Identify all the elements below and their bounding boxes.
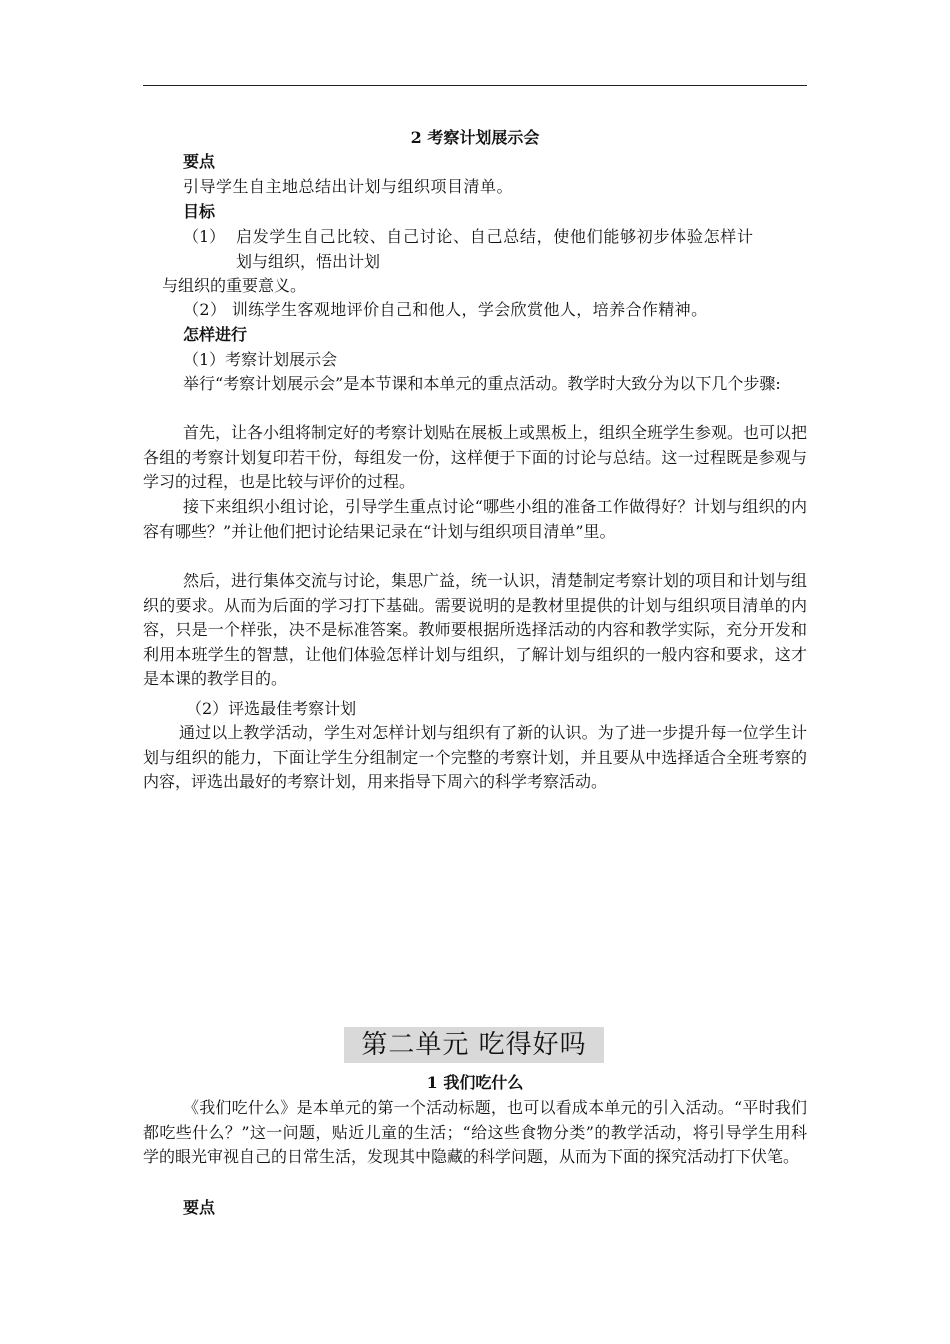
- goal1-line2: 划与组织，悟出计划: [236, 252, 381, 271]
- section-title: 2 考察计划展示会: [410, 128, 540, 147]
- heading-mubiao: 目标: [183, 202, 216, 221]
- heading-yaodian: 要点: [183, 152, 216, 171]
- goal1-line3: 与组织的重要意义。: [162, 276, 307, 295]
- goal1-line1: 启发学生自己比较、自己讨论、自己总结，使他们能够初步体验怎样计: [236, 227, 754, 246]
- paragraph-3: 接下来组织小组讨论，引导学生重点讨论“哪些小组的准备工作做得好？计划与组织的内容有哪些？”并让他们把讨论结果记录在“计划与组织项目清单”里。: [143, 497, 807, 541]
- goal2: （2） 训练学生客观地评价自己和他人，学会欣赏他人，培养合作精神。: [183, 300, 708, 319]
- unit-paragraph-1: 《我们吃什么》是本单元的第一个活动标题，也可以看成本单元的引入活动。“平时我们都吃些什么？”这一问题，贴近儿童的生活；“给这些食物分类”的教学活动，将引导学生用科学的眼光审视自己的日常生活，发现其中隐藏的科学问题，从而为下面的探究活动打下伏笔。: [143, 1098, 807, 1166]
- paragraph-1: 举行“考察计划展示会”是本节课和本单元的重点活动。教学时大致分为以下几个步骤:: [183, 374, 781, 393]
- paragraph-5: 通过以上教学活动，学生对怎样计划与组织有了新的认识。为了进一步提升每一位学生计划与组织的能力，下面让学生分组制定一个完整的考察计划，并且要从中选择适合全班考察的内容，评选出最好的考察计划，用来指导下周六的科学考察活动。: [143, 723, 807, 791]
- header-rule: [143, 85, 807, 86]
- subheading-2: （2）评选最佳考察计划: [186, 699, 357, 718]
- lesson-title: 1 我们吃什么: [426, 1073, 524, 1092]
- yaodian-text: 引导学生自主地总结出计划与组织项目清单。: [183, 177, 514, 196]
- paragraph-4: 然后，进行集体交流与讨论，集思广益，统一认识，清楚制定考察计划的项目和计划与组织的要求。从而为后面的学习打下基础。需要说明的是教材里提供的计划与组织项目清单的内容，只是一个样张，决不是标准答案。教师要根据所选择活动的内容和教学实际，充分开发和利用本班学生的智慧，让他们体验怎样计划与组织，了解计划与组织的一般内容和要求，这才是本课的教学目的。: [143, 571, 808, 688]
- unit-title: 第二单元 吃得好吗: [344, 1027, 604, 1063]
- subheading-1: （1）考察计划展示会: [183, 350, 338, 369]
- heading-yaodian-2: 要点: [183, 1198, 216, 1217]
- heading-how: 怎样进行: [183, 325, 248, 344]
- paragraph-2: 首先，让各小组将制定好的考察计划贴在展板上或黑板上，组织全班学生参观。也可以把各组的考察计划复印若干份，每组发一份，这样便于下面的讨论与总结。这一过程既是参观与学习的过程，也是比较与评价的过程。: [143, 423, 808, 491]
- goal1-number: （1）: [183, 227, 226, 246]
